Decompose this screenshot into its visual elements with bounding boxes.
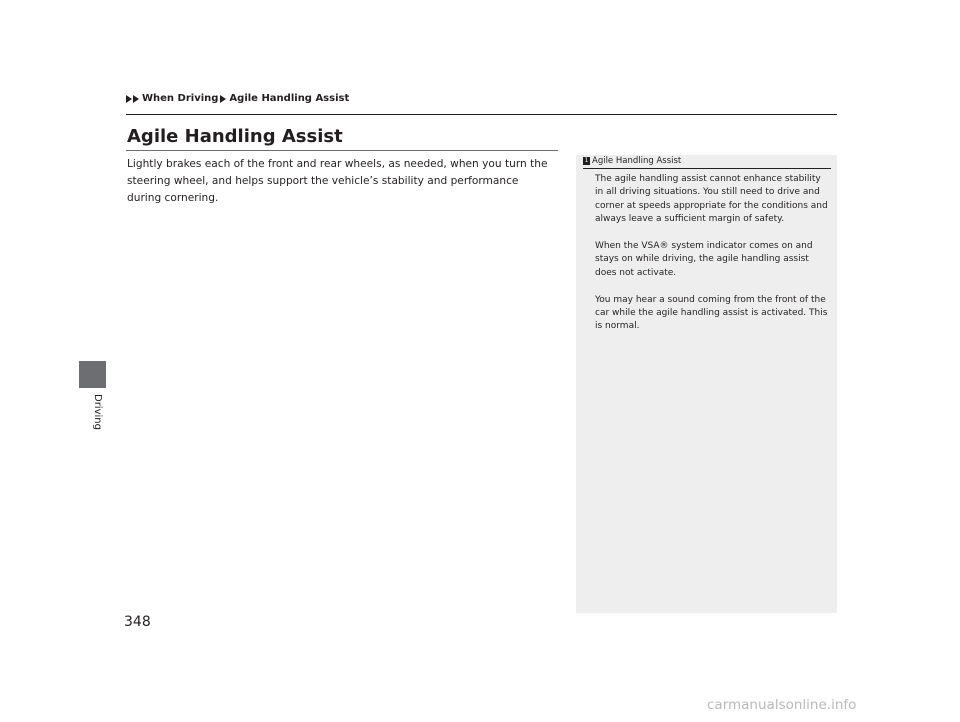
breadcrumb-arrow-icon <box>220 95 226 103</box>
side-note-divider <box>583 168 831 169</box>
breadcrumb-arrow-icon <box>133 95 139 103</box>
side-note-paragraph: The agile handling assist cannot enhance stability in all driving situations. You still need to drive and corner at speeds appropriate for the conditions and always leave a sufficient margin of safety. <box>595 174 828 225</box>
note-reference-icon: 1 <box>584 157 589 164</box>
section-tab-label: Driving <box>92 394 103 430</box>
page-number: 348 <box>124 614 151 630</box>
side-note-paragraph: When the VSA® system indicator comes on and stays on while driving, the agile handling assist does not activate. <box>595 241 813 278</box>
title-divider <box>126 150 558 151</box>
header-divider <box>126 114 837 115</box>
breadcrumb-item-agile-handling-assist[interactable]: Agile Handling Assist <box>229 93 350 104</box>
section-tab-marker <box>79 361 106 388</box>
side-note-paragraph: You may hear a sound coming from the front of the car while the agile handling assist is activated. This is normal. <box>595 294 828 332</box>
breadcrumb-arrow-icon <box>126 95 132 103</box>
breadcrumb <box>126 93 349 104</box>
side-note-title: Agile Handling Assist <box>592 156 682 166</box>
watermark: carmanualsonline.info <box>707 697 857 713</box>
breadcrumb-item-when-driving[interactable]: When Driving <box>142 93 219 104</box>
side-note-body <box>595 173 831 347</box>
body-paragraph: Lightly brakes each of the front and rear wheels, as needed, when you turn the steering wheel, and helps support the vehicle’s stability and performance during cornering. <box>127 158 548 204</box>
page-title: Agile Handling Assist <box>127 126 343 147</box>
side-note-header <box>583 156 681 166</box>
